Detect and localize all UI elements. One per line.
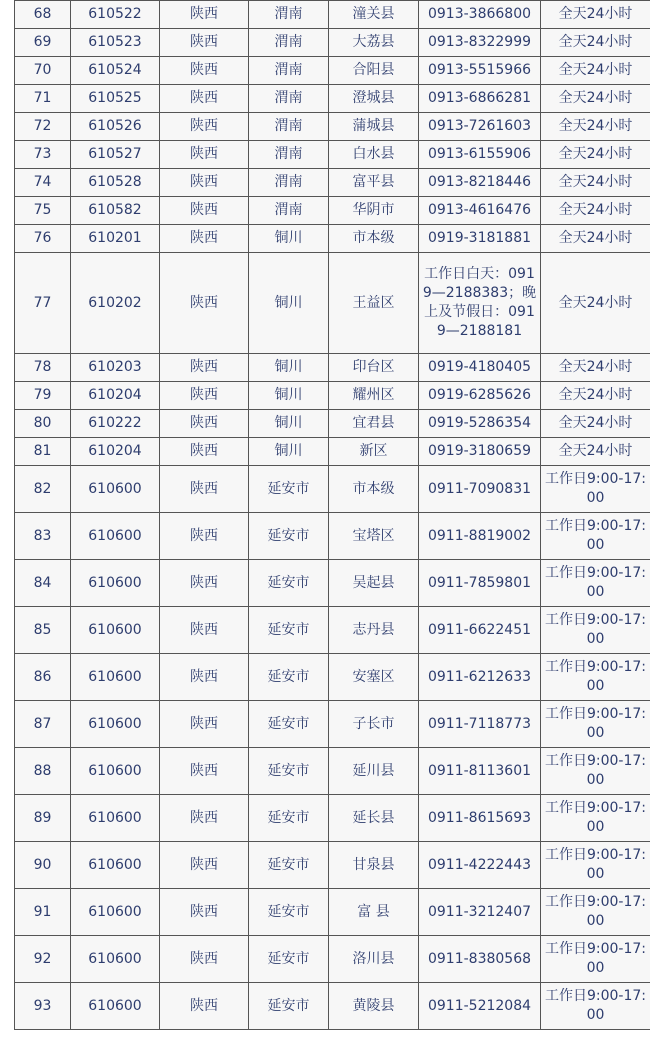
city-cell: 延安市 bbox=[249, 701, 329, 748]
province-cell: 陕西 bbox=[160, 889, 249, 936]
district-cell: 华阴市 bbox=[329, 197, 419, 225]
district-cell: 志丹县 bbox=[329, 607, 419, 654]
service-hours-cell: 工作日9:00-17:00 bbox=[541, 936, 650, 983]
province-cell: 陕西 bbox=[160, 654, 249, 701]
district-cell: 黄陵县 bbox=[329, 983, 419, 1030]
row-number-cell: 93 bbox=[15, 983, 71, 1030]
district-cell: 市本级 bbox=[329, 225, 419, 253]
table-row bbox=[15, 197, 650, 225]
phone-cell: 0911-3212407 bbox=[419, 889, 541, 936]
city-cell: 渭南 bbox=[249, 113, 329, 141]
service-hours-cell: 工作日9:00-17:00 bbox=[541, 654, 650, 701]
city-cell: 铜川 bbox=[249, 382, 329, 410]
province-cell: 陕西 bbox=[160, 197, 249, 225]
city-cell: 延安市 bbox=[249, 607, 329, 654]
row-number-cell: 69 bbox=[15, 29, 71, 57]
region-code-cell: 610600 bbox=[71, 654, 160, 701]
region-code-cell: 610222 bbox=[71, 410, 160, 438]
region-code-cell: 610600 bbox=[71, 607, 160, 654]
service-hours-cell: 全天24小时 bbox=[541, 253, 650, 354]
district-cell: 蒲城县 bbox=[329, 113, 419, 141]
district-cell: 延长县 bbox=[329, 795, 419, 842]
province-cell: 陕西 bbox=[160, 607, 249, 654]
phone-cell: 0919-4180405 bbox=[419, 354, 541, 382]
district-cell: 富 县 bbox=[329, 889, 419, 936]
table-row bbox=[15, 410, 650, 438]
table-row bbox=[15, 466, 650, 513]
service-hours-cell: 工作日9:00-17:00 bbox=[541, 842, 650, 889]
row-number-cell: 90 bbox=[15, 842, 71, 889]
phone-cell: 0913-3866800 bbox=[419, 1, 541, 29]
city-cell: 渭南 bbox=[249, 197, 329, 225]
region-code-cell: 610600 bbox=[71, 889, 160, 936]
service-hours-cell: 全天24小时 bbox=[541, 169, 650, 197]
row-number-cell: 91 bbox=[15, 889, 71, 936]
table-row bbox=[15, 654, 650, 701]
row-number-cell: 88 bbox=[15, 748, 71, 795]
district-cell: 王益区 bbox=[329, 253, 419, 354]
table-row bbox=[15, 438, 650, 466]
service-hours-cell: 工作日9:00-17:00 bbox=[541, 795, 650, 842]
province-cell: 陕西 bbox=[160, 382, 249, 410]
district-cell: 宜君县 bbox=[329, 410, 419, 438]
table-row bbox=[15, 842, 650, 889]
district-cell: 洛川县 bbox=[329, 936, 419, 983]
province-cell: 陕西 bbox=[160, 410, 249, 438]
city-cell: 延安市 bbox=[249, 513, 329, 560]
province-cell: 陕西 bbox=[160, 936, 249, 983]
region-code-cell: 610582 bbox=[71, 197, 160, 225]
region-code-cell: 610522 bbox=[71, 1, 160, 29]
region-code-cell: 610204 bbox=[71, 382, 160, 410]
service-hours-cell: 工作日9:00-17:00 bbox=[541, 889, 650, 936]
row-number-cell: 78 bbox=[15, 354, 71, 382]
table-row bbox=[15, 169, 650, 197]
phone-cell: 0913-8322999 bbox=[419, 29, 541, 57]
table-row bbox=[15, 225, 650, 253]
service-hours-cell: 全天24小时 bbox=[541, 354, 650, 382]
table-row bbox=[15, 354, 650, 382]
table-row bbox=[15, 889, 650, 936]
service-hours-cell: 全天24小时 bbox=[541, 113, 650, 141]
city-cell: 渭南 bbox=[249, 141, 329, 169]
city-cell: 渭南 bbox=[249, 85, 329, 113]
province-cell: 陕西 bbox=[160, 795, 249, 842]
service-hours-cell: 工作日9:00-17:00 bbox=[541, 748, 650, 795]
region-code-cell: 610204 bbox=[71, 438, 160, 466]
district-cell: 安塞区 bbox=[329, 654, 419, 701]
service-hours-cell: 全天24小时 bbox=[541, 410, 650, 438]
district-cell: 白水县 bbox=[329, 141, 419, 169]
table-row bbox=[15, 748, 650, 795]
table-row bbox=[15, 253, 650, 354]
service-hours-cell: 工作日9:00-17:00 bbox=[541, 701, 650, 748]
phone-cell: 0911-8615693 bbox=[419, 795, 541, 842]
region-code-cell: 610600 bbox=[71, 842, 160, 889]
table-body bbox=[15, 1, 650, 1030]
table-row bbox=[15, 113, 650, 141]
province-cell: 陕西 bbox=[160, 438, 249, 466]
row-number-cell: 87 bbox=[15, 701, 71, 748]
city-cell: 延安市 bbox=[249, 560, 329, 607]
district-cell: 印台区 bbox=[329, 354, 419, 382]
table-row bbox=[15, 936, 650, 983]
province-cell: 陕西 bbox=[160, 842, 249, 889]
phone-cell: 0911-7090831 bbox=[419, 466, 541, 513]
row-number-cell: 85 bbox=[15, 607, 71, 654]
row-number-cell: 83 bbox=[15, 513, 71, 560]
row-number-cell: 70 bbox=[15, 57, 71, 85]
phone-cell: 0913-6866281 bbox=[419, 85, 541, 113]
district-cell: 吴起县 bbox=[329, 560, 419, 607]
table-row bbox=[15, 85, 650, 113]
row-number-cell: 73 bbox=[15, 141, 71, 169]
district-cell: 潼关县 bbox=[329, 1, 419, 29]
row-number-cell: 81 bbox=[15, 438, 71, 466]
district-cell: 宝塔区 bbox=[329, 513, 419, 560]
city-cell: 渭南 bbox=[249, 57, 329, 85]
service-hours-cell: 工作日9:00-17:00 bbox=[541, 983, 650, 1030]
phone-cell: 0913-4616476 bbox=[419, 197, 541, 225]
phone-cell: 0919-6285626 bbox=[419, 382, 541, 410]
city-cell: 延安市 bbox=[249, 889, 329, 936]
district-cell: 市本级 bbox=[329, 466, 419, 513]
city-cell: 铜川 bbox=[249, 438, 329, 466]
city-cell: 延安市 bbox=[249, 795, 329, 842]
city-cell: 延安市 bbox=[249, 842, 329, 889]
row-number-cell: 86 bbox=[15, 654, 71, 701]
service-hours-cell: 全天24小时 bbox=[541, 225, 650, 253]
district-cell: 新区 bbox=[329, 438, 419, 466]
region-code-cell: 610600 bbox=[71, 701, 160, 748]
district-cell: 富平县 bbox=[329, 169, 419, 197]
phone-cell: 0911-6622451 bbox=[419, 607, 541, 654]
table-row bbox=[15, 607, 650, 654]
city-cell: 渭南 bbox=[249, 1, 329, 29]
city-cell: 延安市 bbox=[249, 654, 329, 701]
phone-cell: 0913-7261603 bbox=[419, 113, 541, 141]
row-number-cell: 84 bbox=[15, 560, 71, 607]
region-code-cell: 610600 bbox=[71, 466, 160, 513]
row-number-cell: 71 bbox=[15, 85, 71, 113]
table-row bbox=[15, 1, 650, 29]
province-cell: 陕西 bbox=[160, 748, 249, 795]
phone-cell: 0911-5212084 bbox=[419, 983, 541, 1030]
city-cell: 延安市 bbox=[249, 466, 329, 513]
row-number-cell: 89 bbox=[15, 795, 71, 842]
row-number-cell: 68 bbox=[15, 1, 71, 29]
city-cell: 铜川 bbox=[249, 354, 329, 382]
province-cell: 陕西 bbox=[160, 513, 249, 560]
service-hours-cell: 全天24小时 bbox=[541, 29, 650, 57]
region-code-cell: 610600 bbox=[71, 983, 160, 1030]
table-row bbox=[15, 983, 650, 1030]
region-code-cell: 610600 bbox=[71, 936, 160, 983]
province-cell: 陕西 bbox=[160, 29, 249, 57]
table-row bbox=[15, 560, 650, 607]
province-cell: 陕西 bbox=[160, 560, 249, 607]
region-code-cell: 610202 bbox=[71, 253, 160, 354]
city-cell: 渭南 bbox=[249, 29, 329, 57]
city-cell: 延安市 bbox=[249, 936, 329, 983]
province-cell: 陕西 bbox=[160, 1, 249, 29]
region-code-cell: 610524 bbox=[71, 57, 160, 85]
province-cell: 陕西 bbox=[160, 983, 249, 1030]
province-cell: 陕西 bbox=[160, 354, 249, 382]
district-cell: 延川县 bbox=[329, 748, 419, 795]
city-cell: 铜川 bbox=[249, 253, 329, 354]
service-hours-cell: 全天24小时 bbox=[541, 438, 650, 466]
region-code-cell: 610600 bbox=[71, 560, 160, 607]
row-number-cell: 72 bbox=[15, 113, 71, 141]
province-cell: 陕西 bbox=[160, 701, 249, 748]
province-cell: 陕西 bbox=[160, 85, 249, 113]
region-code-cell: 610203 bbox=[71, 354, 160, 382]
region-code-cell: 610201 bbox=[71, 225, 160, 253]
service-hours-cell: 全天24小时 bbox=[541, 197, 650, 225]
phone-cell: 0911-4222443 bbox=[419, 842, 541, 889]
phone-cell: 0911-7118773 bbox=[419, 701, 541, 748]
province-cell: 陕西 bbox=[160, 113, 249, 141]
phone-cell: 0911-6212633 bbox=[419, 654, 541, 701]
row-number-cell: 92 bbox=[15, 936, 71, 983]
phone-cell: 工作日白天：0919—2188383；晚上及节假日：0919—2188181 bbox=[419, 253, 541, 354]
service-hours-cell: 工作日9:00-17:00 bbox=[541, 607, 650, 654]
region-code-cell: 610600 bbox=[71, 513, 160, 560]
service-hours-cell: 工作日9:00-17:00 bbox=[541, 466, 650, 513]
province-cell: 陕西 bbox=[160, 57, 249, 85]
city-cell: 铜川 bbox=[249, 225, 329, 253]
hotline-table bbox=[14, 0, 650, 1030]
province-cell: 陕西 bbox=[160, 169, 249, 197]
row-number-cell: 74 bbox=[15, 169, 71, 197]
service-hours-cell: 全天24小时 bbox=[541, 1, 650, 29]
row-number-cell: 76 bbox=[15, 225, 71, 253]
phone-cell: 0911-8113601 bbox=[419, 748, 541, 795]
region-code-cell: 610523 bbox=[71, 29, 160, 57]
table-row bbox=[15, 513, 650, 560]
table-row bbox=[15, 57, 650, 85]
region-code-cell: 610527 bbox=[71, 141, 160, 169]
province-cell: 陕西 bbox=[160, 466, 249, 513]
service-hours-cell: 工作日9:00-17:00 bbox=[541, 513, 650, 560]
service-hours-cell: 全天24小时 bbox=[541, 382, 650, 410]
row-number-cell: 79 bbox=[15, 382, 71, 410]
row-number-cell: 75 bbox=[15, 197, 71, 225]
region-code-cell: 610525 bbox=[71, 85, 160, 113]
phone-cell: 0913-6155906 bbox=[419, 141, 541, 169]
row-number-cell: 77 bbox=[15, 253, 71, 354]
row-number-cell: 80 bbox=[15, 410, 71, 438]
phone-cell: 0919-3180659 bbox=[419, 438, 541, 466]
province-cell: 陕西 bbox=[160, 141, 249, 169]
table-row bbox=[15, 382, 650, 410]
phone-cell: 0913-5515966 bbox=[419, 57, 541, 85]
province-cell: 陕西 bbox=[160, 253, 249, 354]
table-row bbox=[15, 29, 650, 57]
phone-cell: 0911-8380568 bbox=[419, 936, 541, 983]
hotline-table-page bbox=[14, 0, 650, 1030]
table-row bbox=[15, 141, 650, 169]
service-hours-cell: 全天24小时 bbox=[541, 85, 650, 113]
district-cell: 大荔县 bbox=[329, 29, 419, 57]
row-number-cell: 82 bbox=[15, 466, 71, 513]
service-hours-cell: 全天24小时 bbox=[541, 141, 650, 169]
district-cell: 甘泉县 bbox=[329, 842, 419, 889]
district-cell: 合阳县 bbox=[329, 57, 419, 85]
table-row bbox=[15, 795, 650, 842]
province-cell: 陕西 bbox=[160, 225, 249, 253]
phone-cell: 0919-5286354 bbox=[419, 410, 541, 438]
phone-cell: 0911-8819002 bbox=[419, 513, 541, 560]
city-cell: 延安市 bbox=[249, 983, 329, 1030]
phone-cell: 0913-8218446 bbox=[419, 169, 541, 197]
phone-cell: 0911-7859801 bbox=[419, 560, 541, 607]
service-hours-cell: 全天24小时 bbox=[541, 57, 650, 85]
city-cell: 铜川 bbox=[249, 410, 329, 438]
district-cell: 子长市 bbox=[329, 701, 419, 748]
district-cell: 耀州区 bbox=[329, 382, 419, 410]
region-code-cell: 610600 bbox=[71, 795, 160, 842]
region-code-cell: 610600 bbox=[71, 748, 160, 795]
district-cell: 澄城县 bbox=[329, 85, 419, 113]
city-cell: 延安市 bbox=[249, 748, 329, 795]
region-code-cell: 610526 bbox=[71, 113, 160, 141]
service-hours-cell: 工作日9:00-17:00 bbox=[541, 560, 650, 607]
table-row bbox=[15, 701, 650, 748]
city-cell: 渭南 bbox=[249, 169, 329, 197]
phone-cell: 0919-3181881 bbox=[419, 225, 541, 253]
region-code-cell: 610528 bbox=[71, 169, 160, 197]
